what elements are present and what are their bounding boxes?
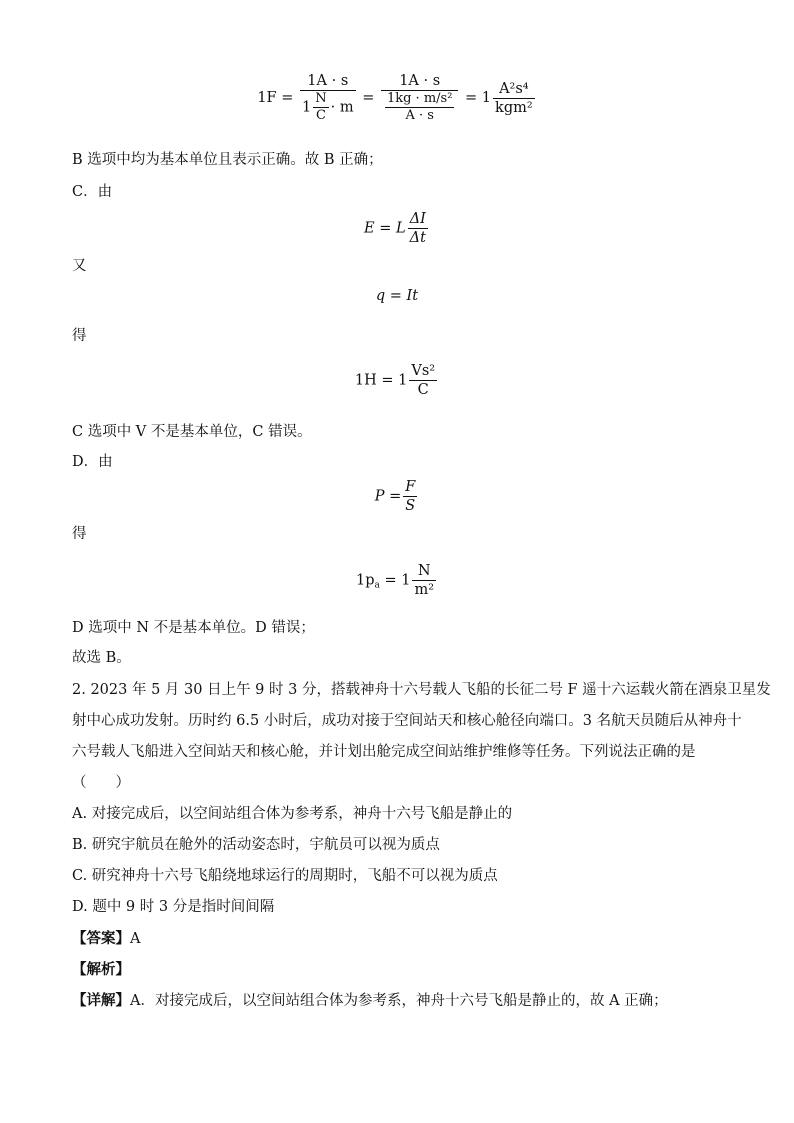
pascal-numerator: N <box>412 562 436 581</box>
farad-f1-den-coef: 1 <box>302 99 312 116</box>
farad-f2-numerator: 1A · s <box>381 72 458 91</box>
formula-farad <box>0 72 794 124</box>
final-choice: 故选 B。 <box>72 650 131 666</box>
detail-text: A．对接完成后，以空间站组合体为参考系，神舟十六号飞船是静止的，故 A 正确； <box>130 993 668 1009</box>
you-label: 又 <box>72 258 87 274</box>
pressure-fraction <box>403 478 417 515</box>
farad-fraction-2 <box>381 72 458 124</box>
question-2-line-3: 六号载人飞船进入空间站天和核心舱，并计划出舱完成空间站维护维修等任务。下列说法正确的是 <box>72 744 696 760</box>
pascal-mid: = 1 <box>379 572 411 589</box>
pascal-denominator: m² <box>414 582 435 598</box>
formula-inductance-emf <box>0 210 794 247</box>
henry-lhs: 1H = 1 <box>354 372 408 389</box>
farad-f2-den-bottom: A · s <box>405 108 434 123</box>
farad-f2-denominator <box>381 91 458 124</box>
pressure-numerator: F <box>405 479 416 495</box>
formula-henry <box>0 362 794 399</box>
farad-f1-numerator: 1A · s <box>300 72 356 91</box>
d-conclusion: D 选项中 N 不是基本单位。D 错误； <box>72 620 315 636</box>
de-label-1: 得 <box>72 328 87 344</box>
answer-line <box>72 929 140 949</box>
farad-f3-coef: 1 <box>481 90 492 106</box>
detail-line <box>72 991 668 1011</box>
farad-f1-inner-fraction <box>313 91 328 124</box>
de-label-2: 得 <box>72 526 87 542</box>
emf-denominator: Δt <box>409 230 426 246</box>
farad-f3-numerator: A²s⁴ <box>493 80 535 99</box>
emf-numerator: ΔI <box>408 210 428 229</box>
pascal-subscript: a <box>374 580 380 591</box>
pressure-denominator: S <box>405 498 416 514</box>
formula-pressure <box>0 478 794 515</box>
option-a: A. 对接完成后，以空间站组合体为参考系，神舟十六号飞船是静止的 <box>72 806 513 822</box>
option-d: D. 题中 9 时 3 分是指时间间隔 <box>72 899 275 915</box>
b-conclusion: B 选项中均为基本单位且表示正确。故 B 正确； <box>72 152 383 168</box>
formula-charge: q = It <box>375 288 419 304</box>
farad-eq-3: = <box>465 90 478 106</box>
emf-fraction <box>408 210 428 247</box>
farad-f1-inner-num: N <box>315 91 327 106</box>
emf-lhs: E <box>364 220 375 237</box>
farad-f1-den-tail: · m <box>330 99 354 116</box>
question-2-line-2: 射中心成功发射。历时约 6.5 小时后，成功对接于空间站天和核心舱径向端口。3 名航天员随后从神舟十 <box>72 713 742 729</box>
c-label: C．由 <box>72 184 113 200</box>
farad-f1-inner-den: C <box>315 108 326 123</box>
analysis-line <box>72 960 130 980</box>
option-c: C. 研究神舟十六号飞船绕地球运行的周期时，飞船不可以视为质点 <box>72 868 498 884</box>
pascal-lhs: 1p <box>355 572 375 589</box>
formula-pascal <box>0 562 794 599</box>
farad-eq-1: = <box>281 90 294 106</box>
pressure-lhs: P = <box>374 488 402 505</box>
c-conclusion: C 选项中 V 不是基本单位，C 错误。 <box>72 424 312 440</box>
farad-f2-den-top: 1kg · m/s² <box>386 91 453 106</box>
henry-denominator: C <box>417 382 429 398</box>
emf-eq: = L <box>379 220 406 237</box>
farad-f2-inner-fraction <box>385 91 454 124</box>
farad-fraction-3 <box>493 80 535 117</box>
option-b: B. 研究宇航员在舱外的活动姿态时，宇航员可以视为质点 <box>72 837 440 853</box>
d-label: D．由 <box>72 454 113 470</box>
question-2-line-1: 2. 2023 年 5 月 30 日上午 9 时 3 分，搭载神舟十六号载人飞船的长征二号 F 遥十六运载火箭在酒泉卫星发 <box>72 682 771 698</box>
farad-f1-denominator <box>300 91 356 124</box>
henry-numerator: Vs² <box>411 363 436 379</box>
detail-tag: 【详解】 <box>72 992 130 1009</box>
henry-fraction <box>409 362 437 399</box>
farad-f3-denominator: kgm² <box>495 99 533 116</box>
farad-eq-2: = <box>362 90 375 106</box>
farad-lhs: 1F <box>257 90 277 106</box>
farad-fraction-1 <box>300 72 356 124</box>
pascal-fraction <box>412 562 436 599</box>
answer-tag: 【答案】 <box>72 930 130 947</box>
answer-value: A <box>130 931 141 947</box>
question-2-paren: （ ） <box>72 775 130 791</box>
analysis-tag: 【解析】 <box>72 961 130 978</box>
